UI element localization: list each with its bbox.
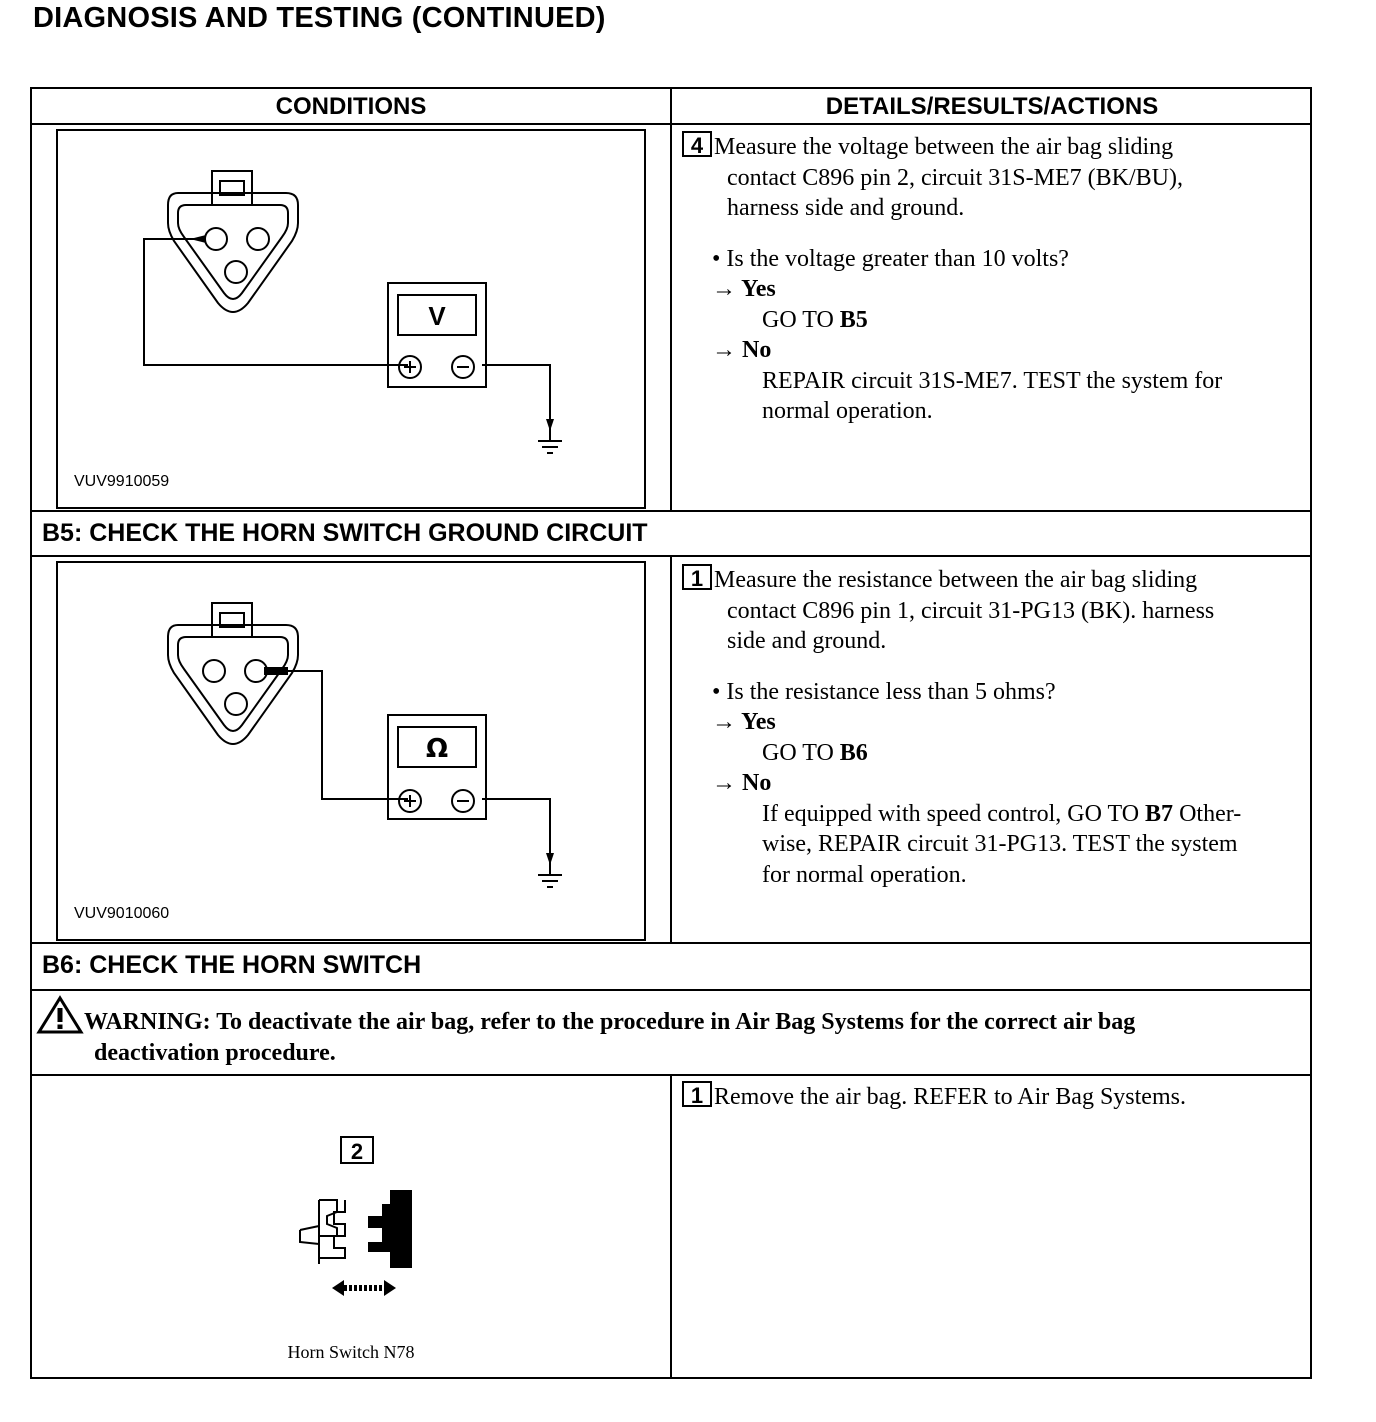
- connector-outer: [168, 625, 298, 744]
- meter-symbol: V: [428, 301, 446, 331]
- warning-notice: [36, 995, 1306, 1069]
- positive-lead-wire: [288, 671, 408, 799]
- pin-2: [205, 228, 227, 250]
- connector-latch: [212, 171, 252, 205]
- step-number: 4: [682, 131, 712, 157]
- pin-3: [225, 693, 247, 715]
- probe-tip: [190, 235, 206, 243]
- negative-lead-wire: [482, 799, 550, 853]
- goto-target: B6: [839, 739, 868, 766]
- probe-tip: [264, 667, 288, 675]
- figure-step-number: 2: [340, 1136, 374, 1164]
- yes-action-prefix: GO TO: [762, 306, 840, 333]
- section-header-b6: B6: CHECK THE HORN SWITCH: [42, 951, 422, 979]
- meter-symbol: Ω: [425, 734, 449, 764]
- instruction-line: contact C896 pin 2, circuit 31S-ME7 (BK/BU),: [727, 164, 1183, 191]
- connector-inner: [178, 205, 288, 299]
- positive-lead-wire: [144, 239, 408, 365]
- step-b5-details: [682, 564, 1302, 890]
- figure-id: VUV9010060: [74, 905, 170, 922]
- voltage-test-figure: [56, 129, 646, 509]
- conditions-header: CONDITIONS: [275, 93, 427, 120]
- pin-1: [245, 660, 267, 682]
- terminal-signs: [404, 361, 469, 373]
- step-b4-details: [682, 131, 1302, 427]
- instruction-line: harness side and ground.: [727, 195, 965, 221]
- goto-target: B7: [1145, 800, 1174, 827]
- switch-lead: [300, 1226, 319, 1230]
- section-header-b5: B5: CHECK THE HORN SWITCH GROUND CIRCUIT: [42, 519, 648, 547]
- row-rule: [32, 989, 1310, 991]
- no-action-prefix: If equipped with speed control, GO TO: [762, 800, 1146, 827]
- terminal-signs: [404, 795, 469, 807]
- yes-action: [682, 305, 1302, 336]
- pin-3: [225, 261, 247, 283]
- no-action-line: for normal operation.: [762, 861, 967, 888]
- instruction-line: Remove the air bag. REFER to Air Bag Systems.: [714, 1084, 1186, 1110]
- column-divider: [670, 89, 672, 510]
- test-question: • Is the resistance less than 5 ohms?: [712, 678, 1056, 705]
- column-divider: [670, 1074, 672, 1379]
- page-title: DIAGNOSIS AND TESTING (CONTINUED): [33, 2, 606, 34]
- warning-triangle-icon: [36, 995, 84, 1035]
- step-number: 1: [682, 564, 712, 590]
- switch-connector-right: [368, 1190, 412, 1268]
- switch-connector-left: [319, 1200, 345, 1258]
- switch-lead: [300, 1230, 319, 1244]
- voltage-test-diagram: [58, 131, 644, 507]
- separate-arrow-left: [332, 1280, 344, 1296]
- pin-2: [203, 660, 225, 682]
- instruction-line: Measure the voltage between the air bag sliding: [714, 134, 1174, 160]
- separate-arrow-right: [384, 1280, 396, 1296]
- connector-inner: [178, 637, 288, 731]
- step-b6-details: [682, 1081, 1302, 1113]
- result-yes: → Yes: [712, 709, 776, 735]
- instruction-line: contact C896 pin 1, circuit 31-PG13 (BK). harness: [727, 597, 1215, 624]
- resistance-test-figure: [56, 561, 646, 941]
- test-question: • Is the voltage greater than 10 volts?: [712, 245, 1069, 272]
- ground-probe-tip: [546, 853, 554, 865]
- warning-text-continued: deactivation procedure.: [94, 1040, 336, 1066]
- connector-latch: [212, 603, 252, 637]
- diagnosis-table: [30, 87, 1312, 1379]
- negative-lead-wire: [482, 365, 550, 419]
- figure-caption: Horn Switch N78: [287, 1342, 415, 1362]
- yes-action: [682, 738, 1302, 769]
- yes-action-prefix: GO TO: [762, 739, 840, 766]
- details-header: DETAILS/RESULTS/ACTIONS: [825, 93, 1159, 120]
- result-yes: → Yes: [712, 276, 776, 302]
- no-action-line: REPAIR circuit 31S-ME7. TEST the system for: [762, 367, 1223, 394]
- resistance-test-diagram: [58, 563, 644, 939]
- no-action-suffix: Other-: [1173, 800, 1242, 827]
- connector-outer: [168, 193, 298, 312]
- warning-text: WARNING: To deactivate the air bag, refer to the procedure in Air Bag Systems for the correct air bag: [84, 1009, 1136, 1035]
- column-divider: [670, 555, 672, 942]
- no-action-line: normal operation.: [762, 398, 933, 424]
- result-no: → No: [712, 770, 772, 796]
- pin-1: [247, 228, 269, 250]
- ground-symbol: [538, 441, 562, 453]
- goto-target: B5: [839, 306, 868, 333]
- horn-switch-figure: [32, 1076, 670, 1379]
- ground-symbol: [538, 875, 562, 887]
- no-action-line: [682, 799, 1302, 830]
- instruction-line: Measure the resistance between the air bag sliding: [714, 567, 1198, 593]
- no-action-line: wise, REPAIR circuit 31-PG13. TEST the system: [762, 831, 1238, 857]
- step-number: 1: [682, 1081, 712, 1107]
- figure-id: VUV9910059: [74, 473, 170, 490]
- result-no: → No: [712, 337, 772, 363]
- ground-probe-tip: [546, 419, 554, 431]
- instruction-line: side and ground.: [727, 628, 887, 654]
- horn-switch-diagram: [32, 1076, 670, 1326]
